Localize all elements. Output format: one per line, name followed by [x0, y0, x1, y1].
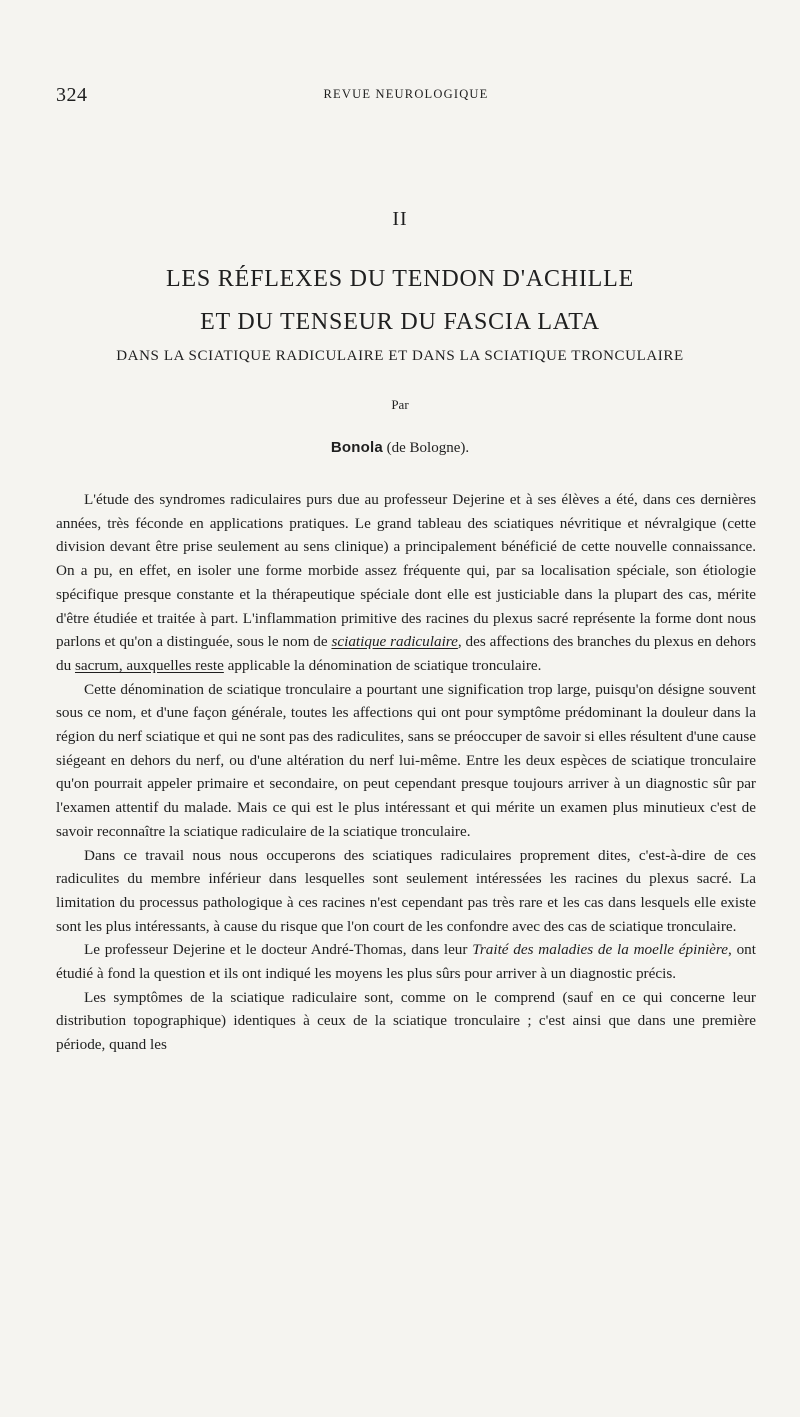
article-body [56, 488, 756, 1057]
author-name: Bonola [330, 439, 383, 456]
byline: Par [391, 397, 409, 412]
journal-title: REVUE NEUROLOGIQUE [323, 87, 489, 101]
paragraph-1 [56, 488, 756, 678]
underlined-sacrum-phrase: sacrum, auxquelles reste [74, 656, 224, 674]
running-head [56, 84, 756, 108]
page-number: 324 [56, 84, 88, 106]
paragraph-1-text-a: L'étude des syndromes radiculaires purs due au professeur Dejerine et à ses élèves a été, dans ces dernières années, très féconde en applications pratiques. Le grand tableau des sciatiques névritique et névralgique (cette division devant être prise seulement au sens clinique) a principalement bénéficié de cette nouvelle connaissance. On a pu, en effet, en isoler une forme morbide assez fréquente qui, par sa localisation spéciale, son étiologie spécifique presque constante et la thérapeutique spéciale dont elle est justiciable dans la plupart des cas, mérite d'être étudiée et traitée à part. L'inflammation primitive des racines du plexus sacré représente la forme dont nous parlons et qu'on a distinguée, sous le nom de [56, 491, 756, 651]
paragraph-4 [56, 938, 756, 985]
section-number: II [392, 208, 408, 230]
paragraph-1-text-e: applicable la dénomination de sciatique tronculaire. [223, 656, 542, 674]
author-line [0, 439, 800, 457]
book-title: Traité des maladies de la moelle épinière [472, 941, 729, 959]
paragraph-4-text-c: , ont étudié à fond la question et ils ont indiqué les moyens les plus sûrs pour arriver à un diagnostic précis. [56, 941, 756, 983]
paragraph-3: Dans ce travail nous nous occuperons des sciatiques radiculaires proprement dites, c'est-à-dire de ces radiculites du membre inférieur dans lesquelles sont seulement intéressées les racines du plexus sacré. La limitation du processus pathologique à ces racines n'est cependant pas très rare et les cas dans lesquels elle existe sont les plus intéressants, à cause du risque que l'on court de les confondre avec des cas de sciatique tronculaire. [56, 846, 756, 935]
paragraph-5: Les symptômes de la sciatique radiculaire sont, comme on le comprend (sauf en ce qui concerne leur distribution topographique) identiques à ceux de la sciatique tronculaire ; c'est ainsi que dans une première période, quand les [56, 988, 756, 1054]
term-sciatique-radiculaire: sciatique radiculaire [331, 633, 458, 651]
author-place: (de Bologne). [386, 440, 470, 456]
article-title-line-2: ET DU TENSEUR DU FASCIA LATA [200, 309, 600, 335]
paragraph-1-text-c: , des affections des branches du plexus en dehors du [56, 633, 756, 674]
paragraph-4-text-a: Le professeur Dejerine et le docteur André-Thomas, dans leur [84, 941, 473, 959]
paragraph-2: Cette dénomination de sciatique tronculaire a pourtant une signification trop large, puisqu'on désigne souvent sous ce nom, et d'une façon générale, toutes les affections qui ont pour symptôme prédominant la douleur dans la région du nerf sciatique et qui ne sont pas des radiculites, sans se préoccuper de savoir si elles résultent d'une cause siégeant en dehors du nerf, ou d'une altération du nerf lui-même. Entre les deux espèces de sciatique tronculaire qu'on pourrait appeler primaire et secondaire, on peut cependant presque toujours arriver à un diagnostic sûr par l'examen attentif du malade. Mais ce qui est le plus intéressant et qui mérite un examen plus minutieux c'est de savoir reconnaître la sciatique radiculaire de la sciatique tronculaire. [56, 680, 756, 840]
article-title-line-1: LES RÉFLEXES DU TENDON D'ACHILLE [165, 266, 635, 292]
article-subtitle: DANS LA SCIATIQUE RADICULAIRE ET DANS LA SCIATIQUE TRONCULAIRE [116, 348, 684, 364]
